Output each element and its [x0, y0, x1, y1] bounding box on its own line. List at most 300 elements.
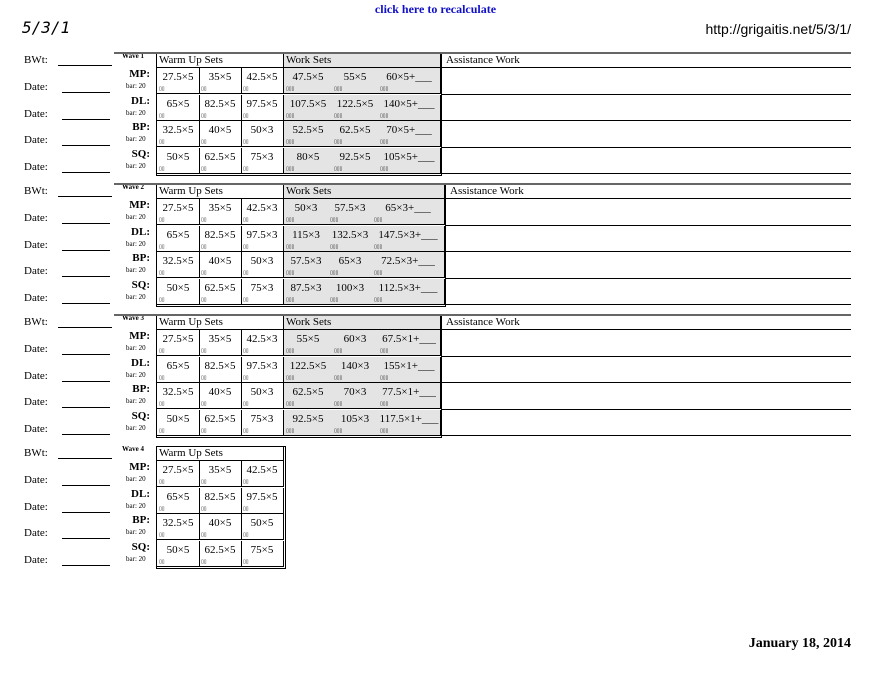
plate-marks: ▯▯▯ [374, 297, 383, 303]
plate-marks: ▯▯ [243, 402, 249, 407]
assistance-row-line[interactable] [442, 147, 851, 148]
plate-marks: ▯▯ [201, 113, 207, 119]
set-value: 50×5 [166, 281, 190, 294]
date-field[interactable] [62, 407, 110, 408]
assistance-row-line[interactable] [446, 198, 851, 199]
set-value: 65×5 [166, 359, 190, 372]
plate-marks: ▯▯ [243, 559, 249, 565]
date-field[interactable] [62, 354, 110, 355]
date-field[interactable] [62, 485, 110, 486]
plate-marks: ▯▯ [201, 402, 207, 407]
plate-marks: ▯▯▯ [374, 244, 383, 250]
date-label: Date: [24, 81, 48, 93]
set-value: 82.5×5 [204, 97, 236, 110]
work-set-cell[interactable] [332, 148, 379, 174]
date-field[interactable] [62, 381, 110, 382]
work-set-cell[interactable] [284, 383, 333, 409]
set-value: 62.5×5 [204, 281, 236, 294]
warmup-cell [241, 383, 284, 409]
plate-marks: ▯▯ [201, 87, 207, 92]
work-set-cell[interactable] [378, 121, 441, 147]
bwt-field[interactable] [58, 196, 112, 197]
lift-name: BP: [132, 383, 150, 395]
bwt-label: BWt: [24, 447, 48, 459]
set-value: 47.5×5 [292, 71, 324, 83]
set-value: 32.5×5 [162, 386, 194, 398]
plate-marks: ▯▯ [243, 428, 249, 434]
bar-weight: bar: 20 [126, 528, 146, 536]
work-set-cell[interactable] [284, 226, 329, 252]
plate-marks: ▯▯▯ [380, 166, 389, 172]
set-value: 42.5×5 [246, 71, 278, 83]
lift-name: BP: [132, 252, 150, 264]
bar-weight: bar: 20 [126, 475, 146, 483]
date-label: Date: [24, 134, 48, 146]
set-value: 65×5 [166, 228, 190, 241]
work-set-cell[interactable] [332, 410, 379, 436]
set-value: 82.5×5 [204, 359, 236, 372]
lift-name: MP: [129, 199, 150, 211]
warmup-cell [199, 148, 242, 174]
set-value: 75×3 [250, 281, 274, 294]
plate-marks: ▯▯▯ [286, 402, 295, 407]
plate-marks: ▯▯▯ [334, 375, 343, 381]
date-field[interactable] [62, 512, 110, 513]
lift-name: SQ: [131, 409, 150, 422]
set-value: 65×3 [338, 255, 362, 267]
warmup-cell [241, 279, 284, 305]
bar-weight: bar: 20 [126, 501, 146, 510]
date-field[interactable] [62, 434, 110, 435]
date-label: Date: [24, 265, 48, 277]
wave-label: Wave 3 [122, 314, 144, 322]
work-set-cell[interactable] [378, 148, 441, 174]
work-set-cell[interactable] [328, 252, 373, 278]
date-field[interactable] [62, 303, 110, 304]
assistance-work-header: Assistance Work [446, 316, 520, 328]
plate-marks: ▯▯ [159, 349, 165, 354]
set-value: 35×5 [208, 202, 232, 214]
work-set-cell[interactable] [284, 330, 333, 356]
plate-marks: ▯▯ [243, 140, 249, 145]
set-value: 117.5×1+___ [379, 412, 439, 425]
date-label: Date: [24, 553, 48, 566]
plate-marks: ▯▯▯ [334, 428, 343, 434]
set-value: 82.5×5 [204, 490, 236, 503]
work-set-cell[interactable] [284, 252, 329, 278]
wave-table [156, 184, 446, 307]
warmup-cell [157, 226, 200, 252]
set-value: 52.5×5 [292, 124, 324, 136]
set-value: 27.5×5 [162, 71, 194, 83]
lift-name: MP: [129, 330, 150, 342]
wave-table [156, 53, 442, 176]
set-value: 75×3 [250, 150, 274, 163]
assistance-work-header: Assistance Work [446, 54, 520, 66]
date-label: Date: [24, 500, 48, 513]
bwt-field[interactable] [58, 65, 112, 66]
set-value: 155×1+___ [383, 359, 435, 372]
work-set-cell[interactable] [372, 226, 445, 252]
work-sets-header: Work Sets [284, 316, 441, 330]
set-value: 60×3 [343, 333, 367, 345]
warmup-cell [157, 199, 200, 225]
work-set-cell[interactable] [332, 68, 379, 94]
plate-marks: ▯▯▯ [330, 271, 339, 276]
warmup-cell [241, 488, 284, 514]
plate-marks: ▯▯▯ [330, 297, 339, 303]
date-label: Date: [24, 291, 48, 304]
plate-marks: ▯▯ [159, 113, 165, 119]
assistance-row-line[interactable] [442, 120, 851, 121]
work-set-cell[interactable] [284, 95, 333, 121]
bar-weight: bar: 20 [126, 344, 146, 352]
plate-marks: ▯▯ [201, 349, 207, 354]
set-value: 140×3 [340, 359, 370, 372]
set-value: 62.5×5 [204, 150, 236, 163]
date-label: Date: [24, 474, 48, 486]
assistance-row-line[interactable] [446, 251, 851, 252]
plate-marks: ▯▯▯ [286, 375, 295, 381]
bar-weight: bar: 20 [126, 213, 146, 221]
set-value: 55×5 [343, 71, 367, 83]
lift-name: SQ: [131, 278, 150, 291]
warmup-cell [157, 383, 200, 409]
plate-marks: ▯▯ [201, 244, 207, 250]
work-set-cell[interactable] [284, 199, 329, 225]
plate-marks: ▯▯ [201, 375, 207, 381]
warmup-cell [199, 226, 242, 252]
work-set-cell[interactable] [284, 357, 333, 383]
date-label: Date: [24, 527, 48, 539]
work-set-cell[interactable] [372, 252, 445, 278]
plate-marks: ▯▯▯ [286, 113, 295, 119]
set-value: 32.5×5 [162, 255, 194, 267]
plate-marks: ▯▯ [243, 166, 249, 172]
plate-marks: ▯▯ [159, 166, 165, 172]
set-value: 62.5×5 [204, 543, 236, 556]
set-value: 105×5+___ [383, 150, 435, 163]
plate-marks: ▯▯ [159, 480, 165, 485]
plate-marks: ▯▯ [201, 559, 207, 565]
work-set-cell[interactable] [378, 357, 441, 383]
bwt-label: BWt: [24, 54, 48, 66]
set-value: 122.5×5 [336, 97, 374, 110]
warmup-cell [241, 199, 284, 225]
lift-name: BP: [132, 121, 150, 133]
plate-marks: ▯▯ [201, 271, 207, 276]
set-value: 42.5×5 [246, 464, 278, 476]
set-value: 62.5×5 [339, 124, 371, 136]
assistance-row-line[interactable] [442, 94, 851, 95]
work-set-cell[interactable] [332, 383, 379, 409]
plate-marks: ▯▯▯ [334, 166, 343, 172]
set-value: 105×3 [340, 412, 370, 425]
assistance-row-line[interactable] [442, 409, 851, 410]
bar-weight: bar: 20 [126, 397, 146, 405]
bwt-field[interactable] [58, 327, 112, 328]
warmup-cell [241, 514, 284, 540]
work-set-cell[interactable] [332, 95, 379, 121]
set-value: 40×5 [208, 255, 232, 267]
set-value: 27.5×5 [162, 464, 194, 476]
wave-label: Wave 4 [122, 445, 144, 453]
assistance-row-line[interactable] [442, 173, 851, 174]
lift-name: DL: [131, 356, 150, 369]
plate-marks: ▯▯▯ [286, 244, 295, 250]
warmup-cell [199, 199, 242, 225]
plate-marks: ▯▯ [243, 297, 249, 303]
lift-name: SQ: [131, 540, 150, 553]
warmup-cell [241, 148, 284, 174]
set-value: 97.5×5 [246, 97, 278, 110]
work-set-cell[interactable] [378, 410, 441, 436]
plate-marks: ▯▯ [201, 428, 207, 434]
set-value: 42.5×3 [246, 202, 278, 214]
set-value: 92.5×5 [339, 150, 371, 163]
plate-marks: ▯▯▯ [334, 113, 343, 119]
assistance-row-line[interactable] [442, 435, 851, 436]
set-value: 57.5×3 [290, 255, 322, 267]
date-field[interactable] [62, 145, 110, 146]
warmup-cell [241, 226, 284, 252]
plate-marks: ▯▯ [243, 506, 249, 512]
plate-marks: ▯▯ [201, 533, 207, 538]
date-field[interactable] [62, 565, 110, 566]
warmup-cell [199, 330, 242, 356]
recalculate-link[interactable]: click here to recalculate [374, 2, 497, 16]
assistance-row-line[interactable] [442, 329, 851, 330]
set-value: 32.5×5 [162, 124, 194, 136]
date-field[interactable] [62, 538, 110, 539]
date-label: Date: [24, 343, 48, 355]
plate-marks: ▯▯▯ [286, 140, 295, 145]
assistance-row-line[interactable] [442, 356, 851, 357]
assistance-row-line[interactable] [442, 67, 851, 68]
warmup-cell [199, 541, 242, 567]
set-value: 40×5 [208, 517, 232, 529]
plate-marks: ▯▯▯ [380, 375, 389, 381]
plate-marks: ▯▯▯ [286, 428, 295, 434]
set-value: 82.5×5 [204, 228, 236, 241]
set-value: 57.5×3 [334, 202, 366, 214]
warmup-cell [199, 383, 242, 409]
plate-marks: ▯▯▯ [380, 113, 389, 119]
date-field[interactable] [62, 250, 110, 251]
work-set-cell[interactable] [332, 121, 379, 147]
date-field[interactable] [62, 223, 110, 224]
assistance-row-line[interactable] [446, 225, 851, 226]
warmup-cell [157, 514, 200, 540]
plate-marks: ▯▯▯ [334, 140, 343, 145]
work-set-cell[interactable] [378, 95, 441, 121]
set-value: 50×3 [294, 202, 318, 214]
set-value: 72.5×3+___ [381, 255, 435, 267]
plate-marks: ▯▯▯ [286, 271, 295, 276]
wave-table [156, 315, 442, 438]
warmup-cell [199, 68, 242, 94]
work-set-cell[interactable] [284, 148, 333, 174]
plate-marks: ▯▯▯ [374, 271, 383, 276]
set-value: 97.5×3 [246, 359, 278, 372]
plate-marks: ▯▯ [201, 297, 207, 303]
work-set-cell[interactable] [328, 199, 373, 225]
set-value: 27.5×5 [162, 202, 194, 214]
warmup-cell [199, 95, 242, 121]
plate-marks: ▯▯▯ [286, 297, 295, 303]
warmup-cell [199, 488, 242, 514]
set-value: 132.5×3 [331, 228, 369, 241]
warmup-cell [199, 410, 242, 436]
warm-up-sets-header: Warm Up Sets [157, 316, 284, 330]
bar-weight: bar: 20 [126, 292, 146, 301]
set-value: 50×5 [166, 412, 190, 425]
plate-marks: ▯▯ [201, 506, 207, 512]
lift-name: MP: [129, 461, 150, 473]
date-field[interactable] [62, 276, 110, 277]
work-set-cell[interactable] [378, 330, 441, 356]
warmup-cell [241, 461, 284, 487]
warmup-cell [157, 357, 200, 383]
warmup-cell [241, 95, 284, 121]
plate-marks: ▯▯▯ [286, 349, 295, 354]
plate-marks: ▯▯ [243, 218, 249, 223]
set-value: 87.5×3 [290, 281, 322, 294]
bwt-field[interactable] [58, 458, 112, 459]
assistance-row-line[interactable] [446, 304, 851, 305]
wave-divider [114, 314, 851, 316]
set-value: 97.5×5 [246, 490, 278, 503]
wave-label: Wave 1 [122, 52, 144, 60]
warmup-cell [157, 68, 200, 94]
warmup-cell [241, 357, 284, 383]
page-title: 5/3/1 [22, 18, 71, 37]
bar-weight: bar: 20 [126, 370, 146, 379]
set-value: 50×3 [250, 255, 274, 267]
set-value: 75×3 [250, 412, 274, 425]
warmup-cell [199, 252, 242, 278]
date-label: Date: [24, 396, 48, 408]
set-value: 65×3+___ [385, 202, 431, 214]
plate-marks: ▯▯▯ [334, 402, 343, 407]
work-set-cell[interactable] [328, 226, 373, 252]
plate-marks: ▯▯▯ [286, 87, 295, 92]
lift-name: MP: [129, 68, 150, 80]
set-value: 35×5 [208, 464, 232, 476]
work-set-cell[interactable] [284, 68, 333, 94]
plate-marks: ▯▯ [159, 271, 165, 276]
set-value: 50×3 [250, 124, 274, 136]
plate-marks: ▯▯ [201, 166, 207, 172]
warmup-cell [241, 541, 284, 567]
assistance-work-header: Assistance Work [450, 185, 524, 197]
set-value: 50×5 [250, 517, 274, 529]
plate-marks: ▯▯ [159, 402, 165, 407]
wave-table [156, 446, 286, 569]
work-set-cell[interactable] [378, 383, 441, 409]
date-field[interactable] [62, 119, 110, 120]
plate-marks: ▯▯▯ [380, 349, 389, 354]
set-value: 70×5+___ [386, 124, 432, 136]
date-field[interactable] [62, 172, 110, 173]
lift-name: BP: [132, 514, 150, 526]
set-value: 27.5×5 [162, 333, 194, 345]
set-value: 55×5 [296, 333, 320, 345]
plate-marks: ▯▯ [159, 506, 165, 512]
warmup-cell [241, 252, 284, 278]
assistance-row-line[interactable] [442, 382, 851, 383]
footer-date: January 18, 2014 [748, 636, 851, 651]
set-value: 147.5×3+___ [378, 228, 438, 241]
plate-marks: ▯▯ [159, 559, 165, 565]
bwt-label: BWt: [24, 316, 48, 328]
plate-marks: ▯▯▯ [330, 218, 339, 223]
set-value: 50×5 [166, 150, 190, 163]
plate-marks: ▯▯▯ [374, 218, 383, 223]
bar-weight: bar: 20 [126, 423, 146, 432]
warmup-cell [157, 148, 200, 174]
warmup-cell [199, 514, 242, 540]
warmup-cell [157, 252, 200, 278]
work-set-cell[interactable] [328, 279, 373, 305]
work-set-cell[interactable] [284, 279, 329, 305]
date-label: Date: [24, 238, 48, 251]
warmup-cell [199, 121, 242, 147]
assistance-row-line[interactable] [446, 278, 851, 279]
set-value: 65×5 [166, 97, 190, 110]
warm-up-sets-header: Warm Up Sets [157, 447, 284, 461]
plate-marks: ▯▯ [243, 271, 249, 276]
work-set-cell[interactable] [284, 410, 333, 436]
plate-marks: ▯▯ [243, 113, 249, 119]
warmup-cell [241, 121, 284, 147]
date-label: Date: [24, 160, 48, 173]
bar-weight: bar: 20 [126, 135, 146, 143]
lift-name: DL: [131, 225, 150, 238]
set-value: 75×5 [250, 543, 274, 556]
wave-divider [114, 183, 851, 185]
plate-marks: ▯▯ [201, 480, 207, 485]
set-value: 115×3 [292, 228, 320, 241]
wave-divider [114, 52, 851, 54]
date-label: Date: [24, 422, 48, 435]
set-value: 40×5 [208, 124, 232, 136]
plate-marks: ▯▯ [243, 480, 249, 485]
warmup-cell [241, 330, 284, 356]
date-label: Date: [24, 369, 48, 382]
work-set-cell[interactable] [372, 279, 445, 305]
plate-marks: ▯▯▯ [286, 166, 295, 172]
warmup-cell [199, 357, 242, 383]
bar-weight: bar: 20 [126, 554, 146, 563]
set-value: 62.5×5 [204, 412, 236, 425]
plate-marks: ▯▯▯ [334, 349, 343, 354]
lift-name: DL: [131, 94, 150, 107]
work-set-cell[interactable] [332, 330, 379, 356]
warmup-cell [241, 68, 284, 94]
warm-up-sets-header: Warm Up Sets [157, 54, 284, 68]
warmup-cell [157, 95, 200, 121]
work-set-cell[interactable] [378, 68, 441, 94]
bar-weight: bar: 20 [126, 108, 146, 117]
work-set-cell[interactable] [284, 121, 333, 147]
work-set-cell[interactable] [332, 357, 379, 383]
set-value: 32.5×5 [162, 517, 194, 529]
work-set-cell[interactable] [372, 199, 445, 225]
set-value: 67.5×1+___ [382, 333, 436, 345]
plate-marks: ▯▯ [159, 140, 165, 145]
date-field[interactable] [62, 92, 110, 93]
